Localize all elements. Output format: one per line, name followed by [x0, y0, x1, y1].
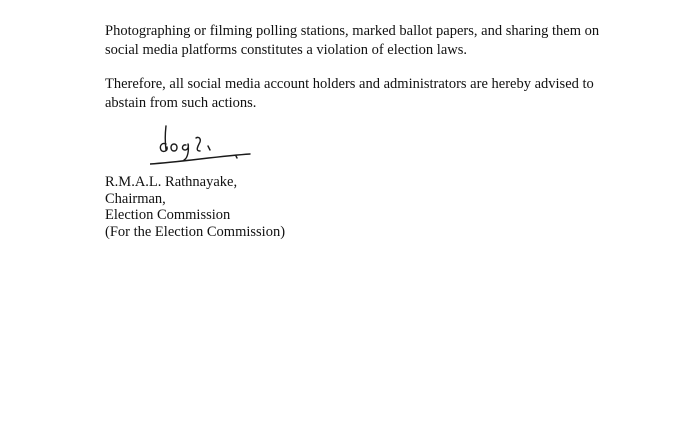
signatory-block — [105, 174, 285, 240]
handwritten-signature — [150, 120, 260, 172]
signatory-name: R.M.A.L. Rathnayake, — [105, 174, 238, 190]
notice-paragraph-violation: Photographing or filming polling stations, marked ballot papers, and sharing them on social media platforms constitutes a violation of election laws. — [105, 23, 600, 58]
signatory-on-behalf: (For the Election Commission) — [105, 223, 286, 240]
signatory-organization: Election Commission — [105, 207, 231, 223]
signatory-title: Chairman, — [105, 190, 166, 207]
notice-paragraph-advisory: Therefore, all social media account holders and administrators are hereby advised to abstain from such actions. — [105, 76, 594, 111]
